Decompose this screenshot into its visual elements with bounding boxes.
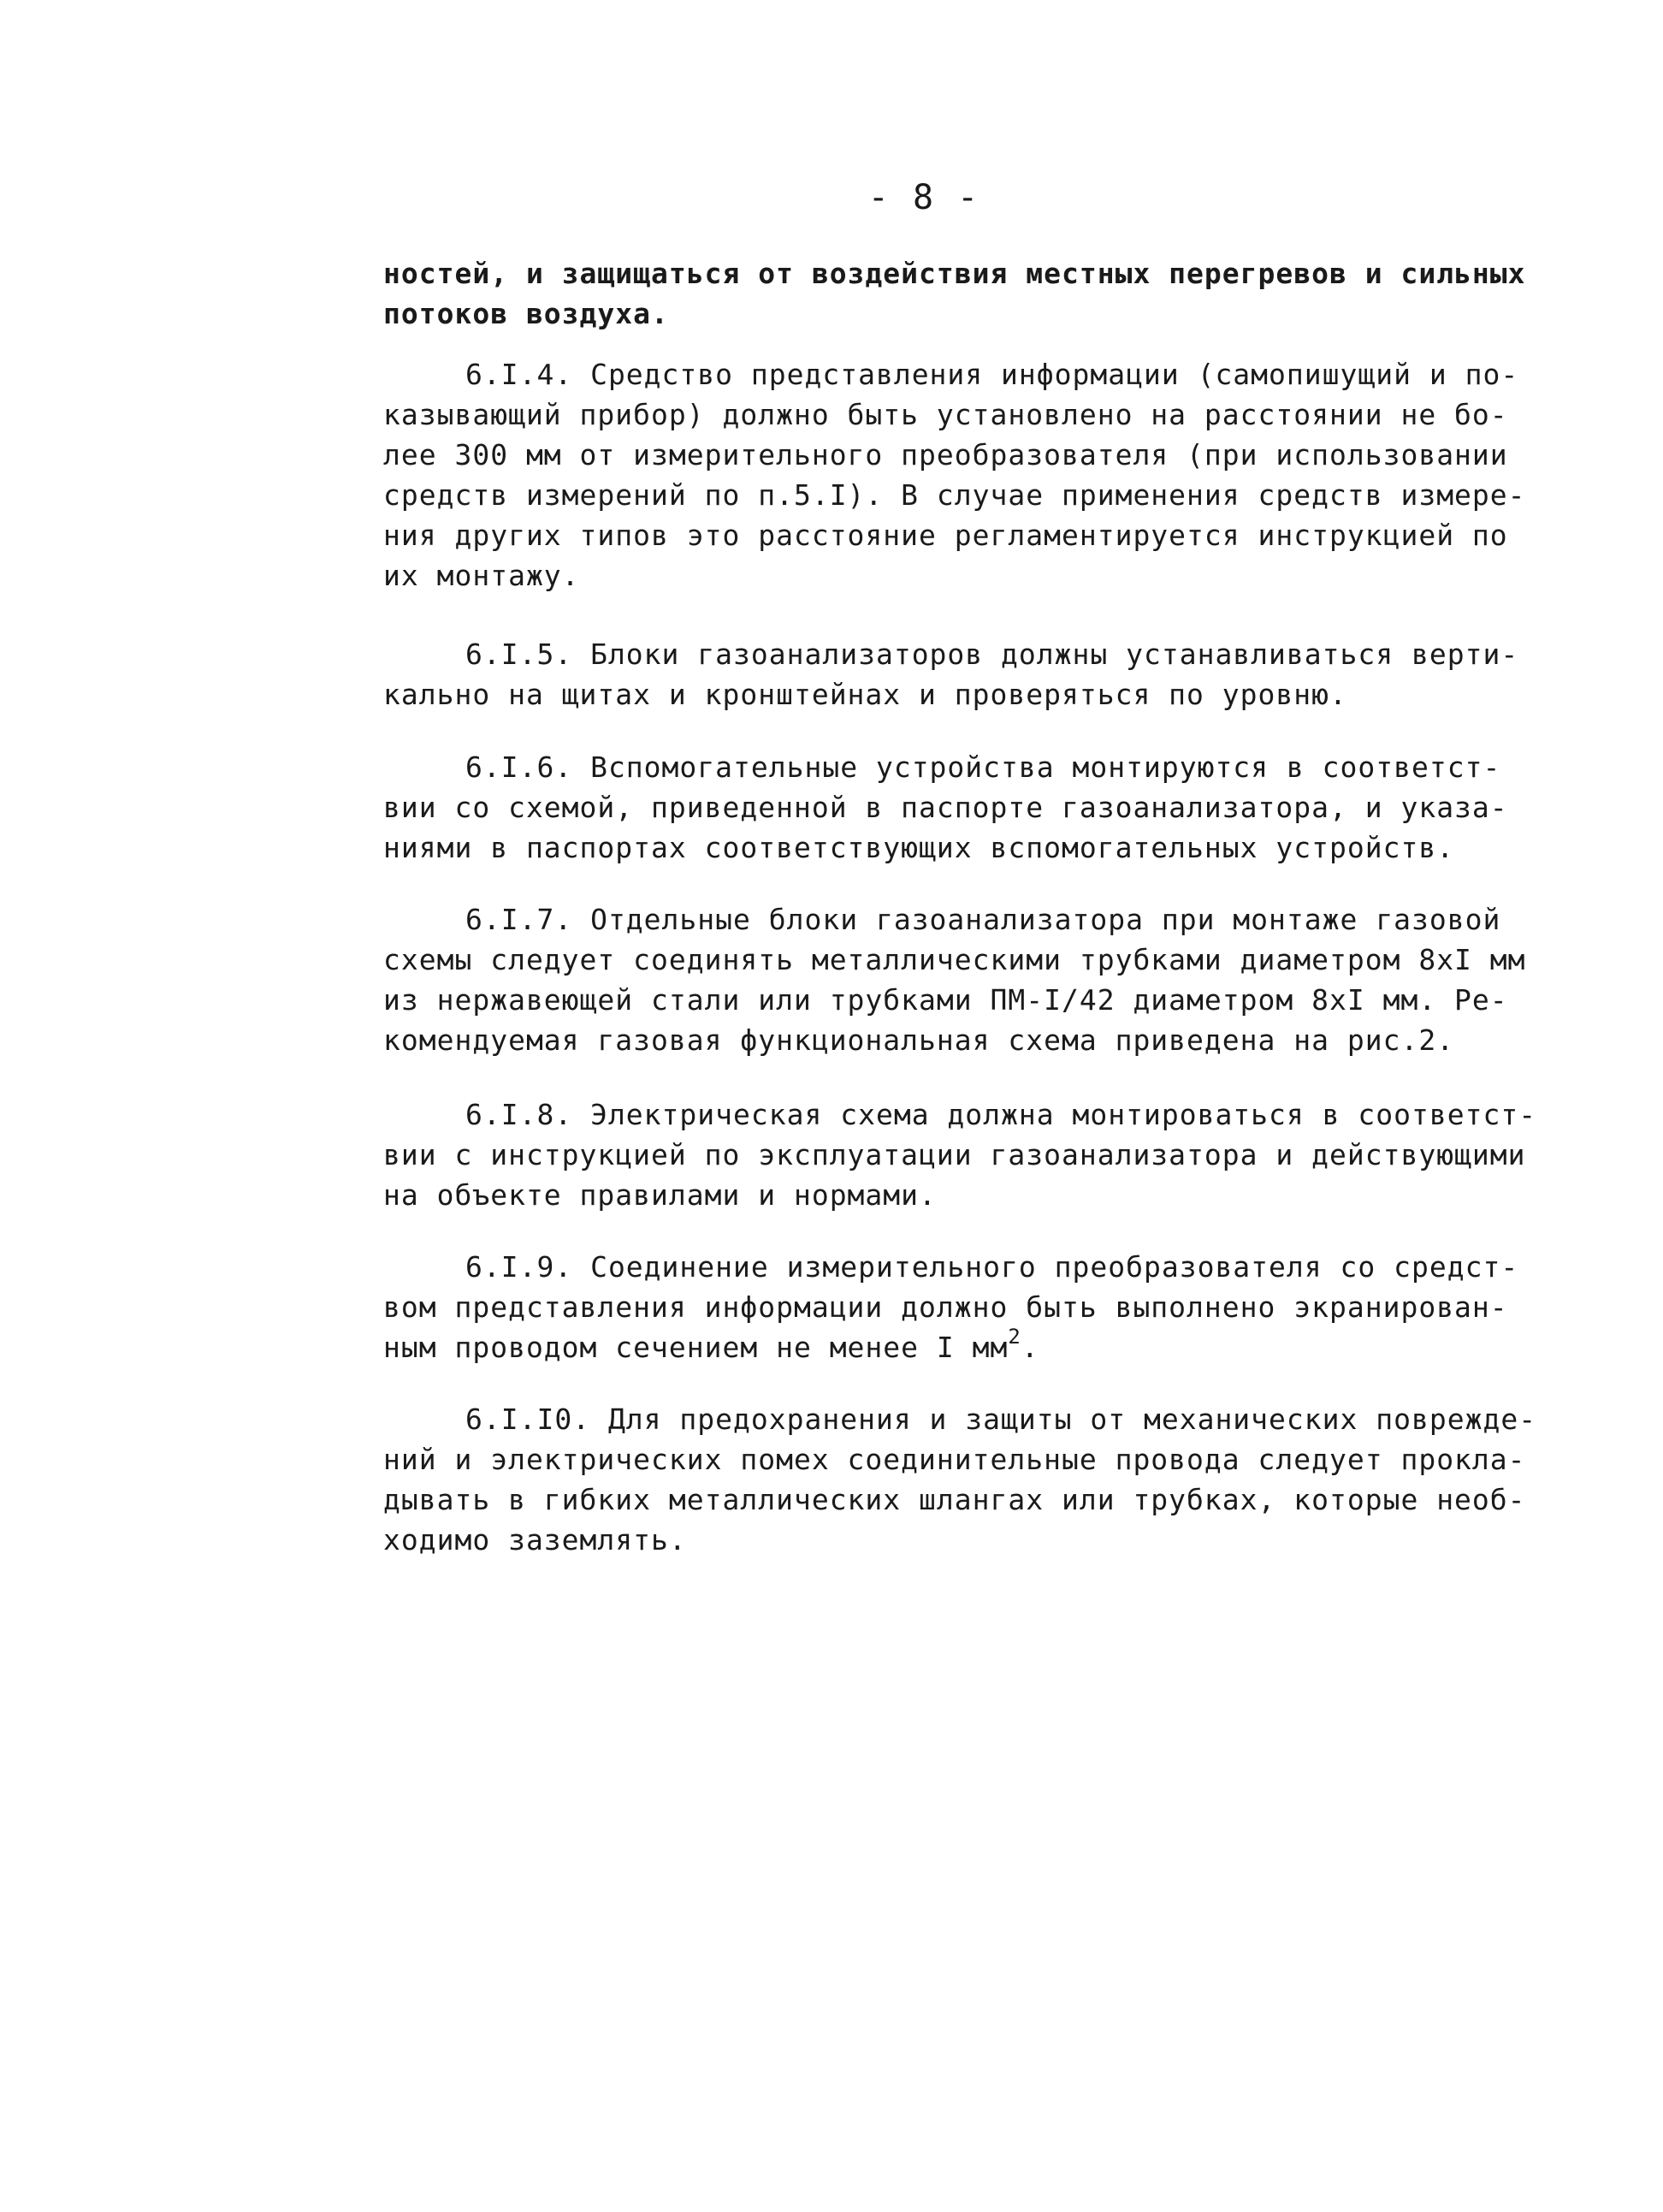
text-line: вии со схемой, приведенной в паспорте газоанализатора, и указа-: [383, 791, 1508, 824]
text-line: 6.I.7. Отдельные блоки газоанализатора при монтаже газовой: [465, 903, 1501, 936]
text-line: ностей, и защищаться от воздействия местных перегревов и сильных: [383, 257, 1526, 290]
text-line: вом представления информации должно быть выполнено экранирован-: [383, 1290, 1508, 1324]
text-line: комендуемая газовая функциональная схема приведена на рис.2.: [383, 1023, 1455, 1057]
text-line: ний и электрических помех соединительные провода следует прокла-: [383, 1443, 1526, 1476]
paragraph-6-1-5: [383, 634, 1519, 715]
text-line: на объекте правилами и нормами.: [383, 1178, 937, 1212]
superscript-unit: 2: [1008, 1325, 1021, 1349]
paragraph-intro: [383, 253, 1526, 334]
paragraph-6-1-6: [383, 747, 1508, 868]
paragraph-6-1-9: [383, 1247, 1519, 1367]
paragraph-6-1-8: [383, 1094, 1537, 1215]
text-line: ходимо заземлять.: [383, 1523, 687, 1557]
text-line: 6.I.4. Средство представления информации (самопишущий и по-: [465, 358, 1519, 391]
text-line: кально на щитах и кронштейнах и проверяться по уровню.: [383, 678, 1347, 711]
text-line: вии с инструкцией по эксплуатации газоанализатора и действующими: [383, 1138, 1526, 1171]
page-number: - 8 -: [867, 178, 980, 217]
paragraph-6-1-10: [383, 1399, 1537, 1560]
text-line: из нержавеющей стали или трубками ПМ-I/42 диаметром 8хI мм. Ре-: [383, 983, 1508, 1017]
text-line: 6.I.9. Соединение измерительного преобразователя со средст-: [465, 1250, 1519, 1284]
text-line: 6.I.6. Вспомогательные устройства монтируются в соответст-: [465, 750, 1501, 784]
text-line: ниями в паспортах соответствующих вспомогательных устройств.: [383, 831, 1455, 864]
text-line: 6.I.8. Электрическая схема должна монтироваться в соответст-: [465, 1098, 1537, 1131]
text-line: лее 300 мм от измерительного преобразователя (при использовании: [383, 438, 1508, 471]
text-line: 6.I.I0. Для предохранения и защиты от механических поврежде-: [465, 1403, 1537, 1436]
text-line: потоков воздуха.: [383, 297, 669, 330]
paragraph-6-1-4: [383, 354, 1526, 596]
text-fragment: ным проводом сечением не менее I мм: [383, 1331, 1009, 1364]
text-line: средств измерений по п.5.I). В случае применения средств измере-: [383, 478, 1526, 512]
text-line: схемы следует соединять металлическими трубками диаметром 8хI мм: [383, 943, 1526, 976]
text-line: их монтажу.: [383, 559, 580, 592]
text-line: 6.I.5. Блоки газоанализаторов должны устанавливаться верти-: [465, 638, 1519, 671]
paragraph-6-1-7: [383, 899, 1526, 1060]
text-line-with-superscript: [383, 1327, 1478, 1367]
text-fragment: .: [1021, 1331, 1039, 1364]
text-line: ния других типов это расстояние регламентируется инструкцией по: [383, 519, 1508, 552]
text-line: казывающий прибор) должно быть установлено на расстоянии не бо-: [383, 398, 1508, 431]
text-line: дывать в гибких металлических шлангах или трубках, которые необ-: [383, 1483, 1526, 1516]
